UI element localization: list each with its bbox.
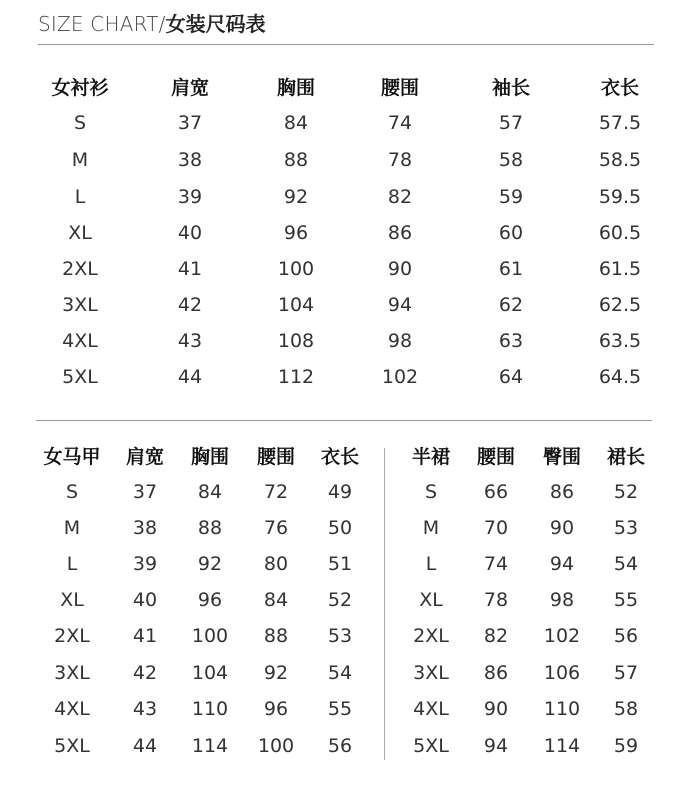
shirt-table-cell: 90 xyxy=(387,258,413,280)
shirt-table-cell: 62 xyxy=(498,294,524,316)
skirt-table-cell: 114 xyxy=(543,735,581,757)
vest-table-cell: 104 xyxy=(191,662,229,684)
skirt-size-label: 3XL xyxy=(413,662,449,684)
shirt-table-cell: 42 xyxy=(177,294,203,316)
shirt-size-label: 2XL xyxy=(62,258,98,280)
skirt-table-cell: 53 xyxy=(613,517,639,539)
vertical-divider xyxy=(384,448,385,760)
shirt-table-cell: 59.5 xyxy=(598,186,642,208)
shirt-column-header: 腰围 xyxy=(380,77,420,99)
vest-table-cell: 51 xyxy=(327,553,353,575)
skirt-table-cell: 57 xyxy=(613,662,639,684)
skirt-table-cell: 94 xyxy=(483,735,509,757)
shirt-table-cell: 82 xyxy=(387,186,413,208)
skirt-table-cell: 98 xyxy=(549,589,575,611)
skirt-table-cell: 82 xyxy=(483,625,509,647)
page-header xyxy=(38,8,266,38)
shirt-table-cell: 88 xyxy=(283,149,309,171)
shirt-column-header: 女衬衫 xyxy=(51,77,109,99)
vest-table-cell: 41 xyxy=(132,625,158,647)
shirt-table-cell: 98 xyxy=(387,330,413,352)
vest-table-cell: 76 xyxy=(263,517,289,539)
shirt-column-header: 袖长 xyxy=(491,77,531,99)
vest-table-cell: 40 xyxy=(132,589,158,611)
top-divider xyxy=(38,44,654,45)
vest-table-cell: 88 xyxy=(197,517,223,539)
shirt-column-header: 胸围 xyxy=(276,77,316,99)
skirt-size-label: 5XL xyxy=(413,735,449,757)
shirt-column-header: 衣长 xyxy=(600,77,640,99)
shirt-size-label: S xyxy=(73,112,87,134)
vest-column-header: 胸围 xyxy=(190,446,230,468)
skirt-table-cell: 90 xyxy=(549,517,575,539)
vest-table-cell: 50 xyxy=(327,517,353,539)
skirt-table-cell: 74 xyxy=(483,553,509,575)
vest-table-cell: 37 xyxy=(132,481,158,503)
skirt-size-label: S xyxy=(424,481,438,503)
vest-size-label: M xyxy=(63,517,81,539)
skirt-table-cell: 56 xyxy=(613,625,639,647)
shirt-table-cell: 38 xyxy=(177,149,203,171)
vest-size-label: 5XL xyxy=(54,735,90,757)
skirt-table-cell: 106 xyxy=(543,662,581,684)
vest-table-cell: 114 xyxy=(191,735,229,757)
skirt-column-header: 半裙 xyxy=(411,446,451,468)
skirt-table-cell: 54 xyxy=(613,553,639,575)
vest-table-cell: 55 xyxy=(327,698,353,720)
shirt-table-cell: 58 xyxy=(498,149,524,171)
skirt-table-cell: 70 xyxy=(483,517,509,539)
skirt-size-label: M xyxy=(422,517,440,539)
vest-table-cell: 53 xyxy=(327,625,353,647)
shirt-table-cell: 44 xyxy=(177,366,203,388)
vest-table-cell: 92 xyxy=(197,553,223,575)
skirt-size-label: 4XL xyxy=(413,698,449,720)
vest-table-cell: 38 xyxy=(132,517,158,539)
skirt-table-cell: 110 xyxy=(543,698,581,720)
vest-table-cell: 80 xyxy=(263,553,289,575)
skirt-size-label: 2XL xyxy=(413,625,449,647)
shirt-table-cell: 100 xyxy=(277,258,315,280)
vest-table-cell: 92 xyxy=(263,662,289,684)
shirt-size-label: 3XL xyxy=(62,294,98,316)
shirt-table-cell: 94 xyxy=(387,294,413,316)
skirt-column-header: 臀围 xyxy=(542,446,582,468)
vest-table-cell: 100 xyxy=(191,625,229,647)
shirt-size-label: 5XL xyxy=(62,366,98,388)
shirt-table-cell: 112 xyxy=(277,366,315,388)
title-chinese: 女装尺码表 xyxy=(165,12,266,36)
skirt-table-cell: 86 xyxy=(549,481,575,503)
shirt-table-cell: 102 xyxy=(381,366,419,388)
shirt-table-cell: 64.5 xyxy=(598,366,642,388)
shirt-table-cell: 58.5 xyxy=(598,149,642,171)
vest-size-label: 4XL xyxy=(54,698,90,720)
shirt-table-cell: 43 xyxy=(177,330,203,352)
vest-table-cell: 100 xyxy=(257,735,295,757)
shirt-size-label: M xyxy=(71,149,89,171)
skirt-table-cell: 102 xyxy=(543,625,581,647)
vest-table-cell: 110 xyxy=(191,698,229,720)
middle-divider xyxy=(36,420,652,421)
vest-size-label: XL xyxy=(60,589,84,611)
vest-table-cell: 49 xyxy=(327,481,353,503)
skirt-table-cell: 90 xyxy=(483,698,509,720)
vest-column-header: 肩宽 xyxy=(125,446,165,468)
vest-size-label: 2XL xyxy=(54,625,90,647)
shirt-table-cell: 61.5 xyxy=(598,258,642,280)
shirt-table-cell: 37 xyxy=(177,112,203,134)
shirt-size-label: 4XL xyxy=(62,330,98,352)
shirt-table-cell: 78 xyxy=(387,149,413,171)
shirt-table-cell: 92 xyxy=(283,186,309,208)
shirt-table-cell: 108 xyxy=(277,330,315,352)
shirt-table-cell: 63.5 xyxy=(598,330,642,352)
vest-table-cell: 43 xyxy=(132,698,158,720)
vest-column-header: 衣长 xyxy=(320,446,360,468)
vest-table-cell: 96 xyxy=(197,589,223,611)
vest-column-header: 女马甲 xyxy=(43,446,101,468)
vest-table-cell: 44 xyxy=(132,735,158,757)
shirt-size-label: L xyxy=(74,186,86,208)
shirt-table-cell: 74 xyxy=(387,112,413,134)
skirt-table-cell: 78 xyxy=(483,589,509,611)
shirt-table-cell: 57 xyxy=(498,112,524,134)
skirt-table-cell: 59 xyxy=(613,735,639,757)
vest-table-cell: 96 xyxy=(263,698,289,720)
shirt-table-cell: 84 xyxy=(283,112,309,134)
skirt-size-label: XL xyxy=(419,589,443,611)
shirt-table-cell: 61 xyxy=(498,258,524,280)
skirt-column-header: 腰围 xyxy=(476,446,516,468)
shirt-table-cell: 60.5 xyxy=(598,222,642,244)
shirt-table-cell: 96 xyxy=(283,222,309,244)
shirt-table-cell: 39 xyxy=(177,186,203,208)
skirt-table-cell: 66 xyxy=(483,481,509,503)
shirt-table-cell: 41 xyxy=(177,258,203,280)
vest-table-cell: 39 xyxy=(132,553,158,575)
shirt-table-cell: 64 xyxy=(498,366,524,388)
shirt-table-cell: 86 xyxy=(387,222,413,244)
shirt-table-cell: 62.5 xyxy=(598,294,642,316)
shirt-table-cell: 104 xyxy=(277,294,315,316)
shirt-table-cell: 40 xyxy=(177,222,203,244)
vest-table-cell: 54 xyxy=(327,662,353,684)
shirt-column-header: 肩宽 xyxy=(170,77,210,99)
skirt-table-cell: 86 xyxy=(483,662,509,684)
title-english: SIZE CHART/ xyxy=(38,12,166,36)
skirt-table-cell: 94 xyxy=(549,553,575,575)
shirt-table-cell: 63 xyxy=(498,330,524,352)
vest-table-cell: 42 xyxy=(132,662,158,684)
vest-size-label: S xyxy=(65,481,79,503)
skirt-table-cell: 58 xyxy=(613,698,639,720)
vest-column-header: 腰围 xyxy=(256,446,296,468)
vest-table-cell: 72 xyxy=(263,481,289,503)
skirt-size-label: L xyxy=(425,553,437,575)
skirt-column-header: 裙长 xyxy=(606,446,646,468)
shirt-table-cell: 60 xyxy=(498,222,524,244)
shirt-table-cell: 59 xyxy=(498,186,524,208)
shirt-table-cell: 57.5 xyxy=(598,112,642,134)
vest-table-cell: 88 xyxy=(263,625,289,647)
vest-table-cell: 84 xyxy=(263,589,289,611)
vest-table-cell: 56 xyxy=(327,735,353,757)
vest-table-cell: 84 xyxy=(197,481,223,503)
skirt-table-cell: 55 xyxy=(613,589,639,611)
vest-table-cell: 52 xyxy=(327,589,353,611)
vest-size-label: 3XL xyxy=(54,662,90,684)
skirt-table-cell: 52 xyxy=(613,481,639,503)
vest-size-label: L xyxy=(66,553,78,575)
shirt-size-label: XL xyxy=(68,222,92,244)
